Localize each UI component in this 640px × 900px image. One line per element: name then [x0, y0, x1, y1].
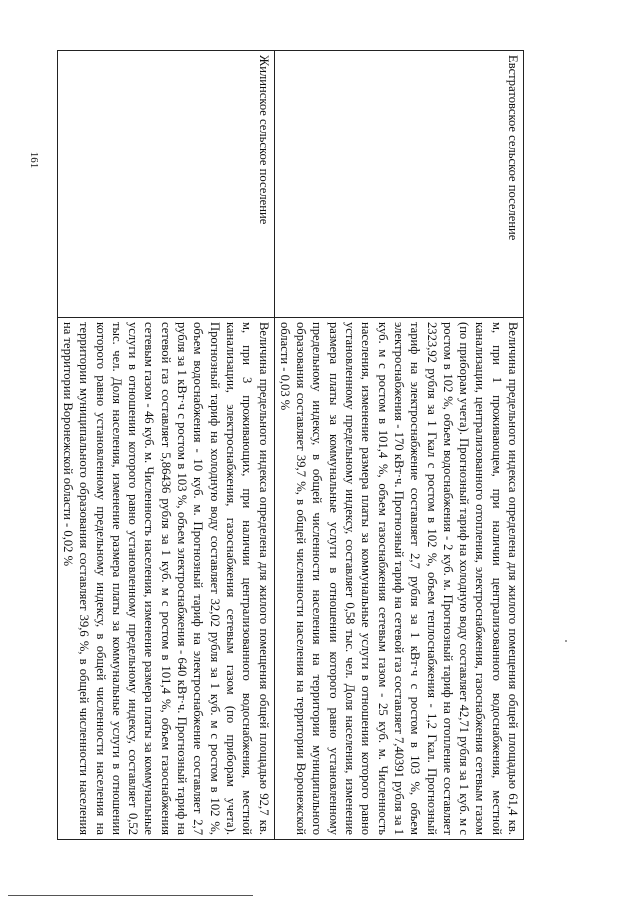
settlement-name: Жилинское сельское поселение [57, 51, 274, 318]
page-number: 161 [28, 151, 40, 169]
footer-rule [8, 895, 253, 896]
table-row [274, 51, 523, 840]
tariff-table [57, 50, 524, 840]
settlement-name: Евстратовское сельское поселение [274, 51, 523, 318]
rotated-table-wrapper [60, 50, 524, 840]
index-description: Величина предельного индекса определена для жилого помещения общей площадью 61,4 кв. м, при 1 проживающем, при наличии централизованного водоснабжения, местной канализации, централизованного отопления, электроснабжения, газоснабжения сетевым газом (по приборам учета). Прогнозный тариф на холодную воду составляет 42,71 рубля за 1 куб. м с ростом в 102 %, объем водоснабжения - 2 куб. м. Прогнозный тариф на отопление составляет 2323,92 рубля за 1 Гкал с ростом в 102 %, объем теплоснабжения - 1,2 Гкал. Прогнозный тариф на электроснабжение составляет 2,7 рубля за 1 кВт·ч с ростом в 103 %, объем электроснабжения - 170 кВт·ч. Прогнозный тариф на сетевой газ составляет 7,40391 рубля за 1 куб. м с ростом в 101,4 %, объем газоснабжения сетевым газом - 25 куб. м. Численность населения, изменение размера платы за коммунальные услуги в отношении которого равно установленному предельному индексу, составляет 0,58 тыс. чел. Доля населения, изменение размера платы за коммунальные услуги в отношении которого равно установленному предельному индексу, в общей численности населения на территории муниципального образования составляет 39,7 %, в общей численности населения на территории Воронежской области - 0,03 % [274, 318, 523, 840]
scan-speck [565, 640, 567, 642]
index-description: Величина предельного индекса определена для жилого помещения общей площадью 92,7 кв. м, при 3 проживающих, при наличии централизованного водоснабжения, местной канализации, электроснабжения, газоснабжения сетевым газом (по приборам учета). Прогнозный тариф на холодную воду составляет 32,02 рубля за 1 куб. м с ростом в 102 %, объем водоснабжения - 10 куб. м. Прогнозный тариф на электроснабжение составляет 2,7 рубля за 1 кВт·ч с ростом в 103 %, объем электроснабжения - 640 кВт·ч. Прогнозный тариф на сетевой газ составляет 5,86436 рубля за 1 куб. м с ростом в 101,4 %, объем газоснабжения сетевым газом - 46 куб. м. Численность населения, изменение размера платы за коммунальные услуги в отношении которого равно установленному предельному индексу, составляет 0,52 тыс. чел. Доля населения, изменение размера платы за коммунальные услуги в отношении которого равно установленному предельному индексу, в общей численности населения на территории муниципального образования составляет 39,6 %, в общей численности населения на территории Воронежской области - 0,02 % [57, 318, 274, 840]
table-row [57, 51, 274, 840]
